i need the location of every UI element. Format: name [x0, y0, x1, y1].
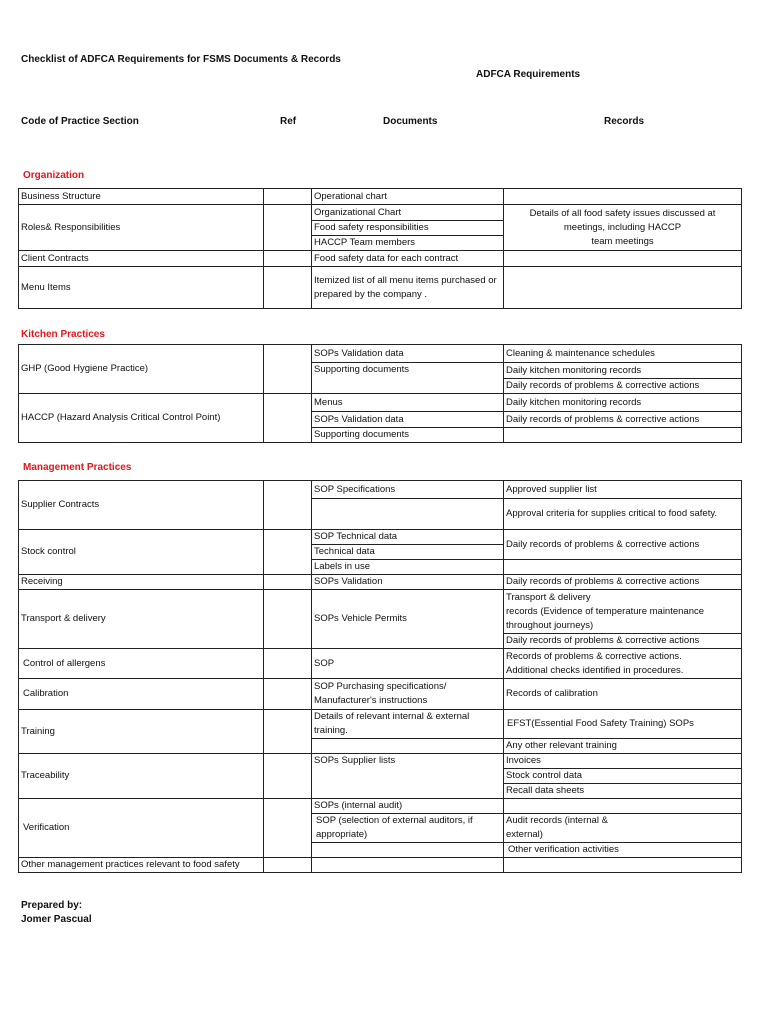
row-label: Training — [19, 710, 264, 754]
record-cell — [504, 251, 742, 267]
ref-cell — [264, 481, 312, 530]
record-cell: Other verification activities — [504, 843, 742, 858]
row-label: GHP (Good Hygiene Practice) — [19, 345, 264, 394]
record-line: throughout journeys) — [506, 619, 594, 631]
record-cell — [504, 858, 742, 873]
prepared-by-label: Prepared by: — [21, 900, 83, 911]
table-row — [19, 267, 742, 309]
kitchen-table — [18, 344, 742, 443]
record-cell: Daily records of problems & corrective actions — [504, 575, 742, 590]
ref-cell — [264, 858, 312, 873]
record-line: records (Evidence of temperature maintenance — [506, 605, 705, 617]
document-cell: Supporting documents — [312, 428, 504, 443]
row-label: Business Structure — [19, 189, 264, 205]
table-row — [19, 858, 742, 873]
table-row — [19, 189, 742, 205]
document-cell: SOP — [312, 649, 504, 679]
document-cell: SOP Specifications — [312, 481, 504, 499]
prepared-by-name: Jomer Pascual — [21, 914, 92, 925]
table-row — [19, 679, 742, 710]
record-cell — [504, 814, 742, 843]
ref-cell — [264, 590, 312, 649]
row-label: Other management practices relevant to food safety — [19, 858, 264, 873]
record-cell: Daily kitchen monitoring records — [504, 363, 742, 379]
record-line: external) — [506, 829, 543, 840]
document-cell — [312, 858, 504, 873]
document-title: Checklist of ADFCA Requirements for FSMS Documents & Records — [21, 54, 341, 65]
table-row — [19, 710, 742, 739]
document-cell: SOPs Validation data — [312, 412, 504, 428]
document-cell — [312, 814, 504, 843]
table-row — [19, 575, 742, 590]
record-cell: Approval criteria for supplies critical to food safety. — [504, 499, 742, 530]
record-line: meetings, including HACCP — [563, 221, 682, 233]
ref-cell — [264, 267, 312, 309]
document-line: Manufacturer's instructions — [314, 695, 428, 706]
document-line: appropriate) — [316, 829, 368, 840]
document-cell: SOPs Validation — [312, 575, 504, 590]
table-row — [19, 799, 742, 814]
document-cell: Food safety responsibilities — [312, 221, 504, 236]
record-line: Records of problems & corrective actions. — [506, 650, 682, 662]
row-label: Control of allergens — [19, 649, 264, 679]
row-label: Verification — [19, 799, 264, 858]
ref-cell — [264, 189, 312, 205]
header-ref: Ref — [280, 116, 297, 127]
table-row — [19, 394, 742, 412]
document-cell — [312, 267, 504, 309]
table-row — [19, 754, 742, 769]
record-cell — [504, 428, 742, 443]
row-label: Roles& Responsibilities — [19, 205, 264, 251]
document-line: prepared by the company . — [314, 288, 428, 300]
header-section: Code of Practice Section — [21, 116, 139, 127]
record-line: Details of all food safety issues discussed at — [529, 207, 716, 219]
ref-cell — [264, 649, 312, 679]
record-cell — [504, 267, 742, 309]
document-cell: Supporting documents — [312, 363, 504, 394]
section-title-management: Management Practices — [23, 462, 132, 473]
management-table — [18, 480, 742, 873]
row-label: Menu Items — [19, 267, 264, 309]
organization-table — [18, 188, 742, 309]
ref-cell — [264, 754, 312, 799]
document-cell: SOPs Vehicle Permits — [312, 590, 504, 649]
row-label: Calibration — [19, 679, 264, 710]
record-cell: Daily records of problems & corrective actions — [504, 412, 742, 428]
document-cell: Details of relevant internal & external training. — [312, 710, 504, 739]
record-cell — [504, 189, 742, 205]
document-cell — [312, 499, 504, 530]
record-cell: Records of calibration — [504, 679, 742, 710]
ref-cell — [264, 205, 312, 251]
record-cell: Any other relevant training — [504, 739, 742, 754]
record-cell — [504, 205, 742, 251]
record-cell — [504, 590, 742, 634]
table-row — [19, 251, 742, 267]
record-cell: Recall data sheets — [504, 784, 742, 799]
header-documents: Documents — [383, 116, 438, 127]
section-title-kitchen: Kitchen Practices — [21, 329, 105, 340]
document-cell: Labels in use — [312, 560, 504, 575]
ref-cell — [264, 345, 312, 394]
row-label: HACCP (Hazard Analysis Critical Control Point) — [19, 394, 264, 443]
document-cell: Food safety data for each contract — [312, 251, 504, 267]
document-cell: Operational chart — [312, 189, 504, 205]
ref-cell — [264, 251, 312, 267]
row-label: Transport & delivery — [19, 590, 264, 649]
document-cell: HACCP Team members — [312, 236, 504, 251]
document-cell: Organizational Chart — [312, 205, 504, 221]
record-cell: Invoices — [504, 754, 742, 769]
table-row — [19, 530, 742, 545]
record-line: Transport & delivery — [506, 591, 591, 603]
row-label: Stock control — [19, 530, 264, 575]
record-line: Audit records (internal & — [506, 815, 608, 826]
ref-cell — [264, 710, 312, 754]
ref-cell — [264, 679, 312, 710]
document-cell — [312, 843, 504, 858]
record-cell: Daily kitchen monitoring records — [504, 394, 742, 412]
record-cell: Stock control data — [504, 769, 742, 784]
record-cell: Daily records of problems & corrective actions — [504, 634, 742, 649]
table-row — [19, 590, 742, 634]
row-label: Supplier Contracts — [19, 481, 264, 530]
document-subtitle: ADFCA Requirements — [476, 69, 581, 80]
document-line: SOP (selection of external auditors, if — [316, 815, 473, 826]
document-cell: SOPs (internal audit) — [312, 799, 504, 814]
record-cell: Daily records of problems & corrective actions — [504, 530, 742, 560]
table-row — [19, 345, 742, 363]
record-line: team meetings — [591, 235, 654, 247]
document-cell: SOPs Validation data — [312, 345, 504, 363]
ref-cell — [264, 575, 312, 590]
record-cell: EFST(Essential Food Safety Training) SOPs — [504, 710, 742, 739]
header-records: Records — [604, 116, 645, 127]
row-label: Client Contracts — [19, 251, 264, 267]
document-cell: Technical data — [312, 545, 504, 560]
ref-cell — [264, 394, 312, 443]
row-label: Traceability — [19, 754, 264, 799]
record-line: Additional checks identified in procedures. — [506, 664, 684, 676]
ref-cell — [264, 799, 312, 858]
ref-cell — [264, 530, 312, 575]
table-row — [19, 649, 742, 679]
document-cell: SOP Technical data — [312, 530, 504, 545]
document-cell: Menus — [312, 394, 504, 412]
record-cell — [504, 799, 742, 814]
section-title-organization: Organization — [23, 170, 85, 181]
document-cell — [312, 679, 504, 710]
record-cell: Daily records of problems & corrective actions — [504, 379, 742, 394]
document-line: Itemized list of all menu items purchased or — [314, 274, 497, 286]
record-cell: Cleaning & maintenance schedules — [504, 345, 742, 363]
document-cell — [312, 739, 504, 754]
document-line: SOP Purchasing specifications/ — [314, 681, 447, 692]
document-cell: SOPs Supplier lists — [312, 754, 504, 799]
record-cell — [504, 560, 742, 575]
row-label: Receiving — [19, 575, 264, 590]
record-cell — [504, 649, 742, 679]
table-row — [19, 205, 742, 221]
record-cell: Approved supplier list — [504, 481, 742, 499]
table-row — [19, 481, 742, 499]
